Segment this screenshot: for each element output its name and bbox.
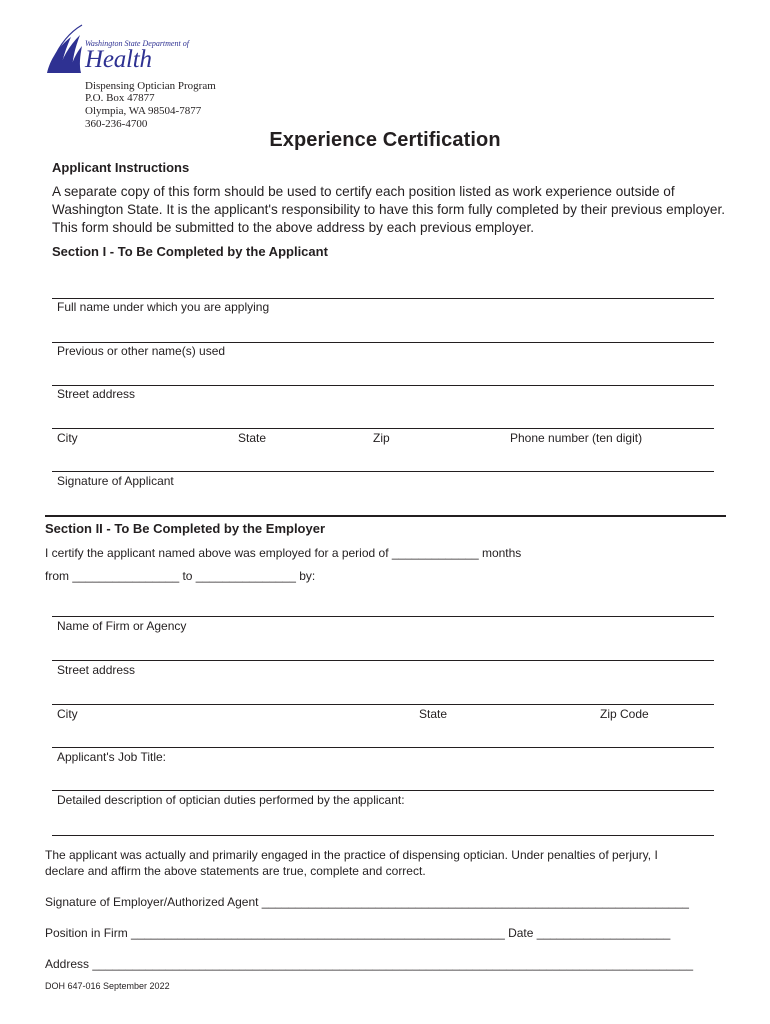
- job-title-label: Applicant's Job Title:: [57, 750, 167, 764]
- applicant-phone-label: Phone number (ten digit): [510, 431, 643, 445]
- employer-address-line[interactable]: Address __________________________________________________________________________________________: [45, 957, 693, 971]
- firm-name-label: Name of Firm or Agency: [57, 619, 187, 633]
- employment-dates-line[interactable]: from ________________ to _______________ by:: [45, 569, 316, 583]
- applicant-signature-label: Signature of Applicant: [57, 474, 174, 488]
- job-title-line[interactable]: [52, 747, 714, 748]
- firm-zip-label: Zip Code: [600, 707, 649, 721]
- form-number: DOH 647-016 September 2022: [45, 981, 170, 991]
- program-name: Dispensing Optician Program: [85, 80, 216, 92]
- previous-names-line[interactable]: [52, 342, 714, 343]
- instructions-heading: Applicant Instructions: [52, 160, 190, 175]
- firm-city-line[interactable]: [52, 704, 714, 705]
- full-name-line[interactable]: [52, 298, 714, 299]
- instructions-text: A separate copy of this form should be used to certify each position listed as work experience outside of Washington State. It is the applicant's responsibility to have this form fully completed by their previous employer. This form should be submitted to the above address by each previous employer.: [52, 184, 726, 235]
- position-date-line[interactable]: Position in Firm ________________________________________________________ Date ____________________: [45, 926, 671, 940]
- attestation-line-2: declare and affirm the above statements are true, complete and correct.: [45, 864, 426, 878]
- firm-street-label: Street address: [57, 663, 136, 677]
- logo-agency-small: Washington State Department of: [85, 39, 189, 48]
- program-city: Olympia, WA 98504-7877: [85, 105, 202, 117]
- firm-city-label: City: [57, 707, 78, 721]
- applicant-city-label: City: [57, 431, 78, 445]
- duties-line[interactable]: [52, 790, 714, 791]
- page-title: Experience Certification: [269, 129, 501, 151]
- firm-name-line[interactable]: [52, 616, 714, 617]
- applicant-city-line[interactable]: [52, 428, 714, 429]
- applicant-street-line[interactable]: [52, 385, 714, 386]
- duties-extra-line[interactable]: [52, 835, 714, 836]
- firm-state-label: State: [419, 707, 448, 721]
- attestation-line-1: The applicant was actually and primarily engaged in the practice of dispensing optician. Under penalties of perjury, I: [45, 848, 658, 862]
- applicant-state-label: State: [238, 431, 267, 445]
- section2-heading: Section II - To Be Completed by the Employer: [45, 521, 326, 536]
- employment-period-line[interactable]: I certify the applicant named above was employed for a period of _____________ months: [45, 546, 522, 560]
- applicant-zip-label: Zip: [373, 431, 390, 445]
- firm-street-line[interactable]: [52, 660, 714, 661]
- logo-agency-big: Health: [85, 46, 152, 73]
- duties-label: Detailed description of optician duties performed by the applicant:: [57, 793, 405, 807]
- section1-heading: Section I - To Be Completed by the Applicant: [52, 244, 328, 259]
- previous-names-label: Previous or other name(s) used: [57, 344, 226, 358]
- section-divider: [45, 515, 726, 517]
- employer-signature-line[interactable]: Signature of Employer/Authorized Agent ________________________________________________________________: [45, 895, 689, 909]
- applicant-street-label: Street address: [57, 387, 136, 401]
- program-phone: 360-236-4700: [85, 118, 148, 130]
- program-po-box: P.O. Box 47877: [85, 92, 155, 104]
- full-name-label: Full name under which you are applying: [57, 300, 270, 314]
- applicant-signature-line[interactable]: [52, 471, 714, 472]
